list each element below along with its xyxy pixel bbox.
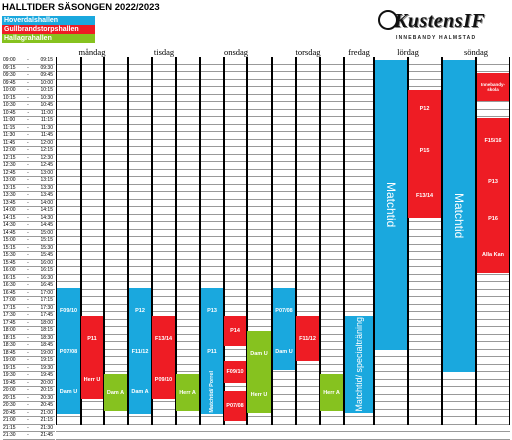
time-end: 12:45 [40,162,53,168]
time-start: 11:15 [3,124,16,131]
slot-mon-dam-u: Dam U [57,370,80,414]
time-start: 10:15 [3,94,16,101]
time-dash: - [27,207,29,213]
time-start: 16:30 [3,282,16,288]
time-row [3,57,55,65]
time-dash: - [27,184,29,191]
slot-sat-matchtid: Matchtid [375,60,407,350]
time-dash: - [27,109,30,116]
time-dash: - [27,102,29,108]
time-end: 09:30 [40,64,53,71]
time-start: 16:45 [3,289,16,296]
day-header-thursday: torsdag [295,47,321,57]
time-dash: - [27,394,29,401]
time-row [3,380,55,388]
club-logo [378,6,500,42]
time-end: 15:00 [40,229,53,236]
time-dash: - [27,379,29,386]
time-column [3,57,55,440]
time-dash: - [27,312,29,318]
time-start: 17:45 [3,319,16,326]
time-start: 19:45 [3,379,16,386]
time-row [3,185,55,193]
time-dash: - [27,199,29,206]
time-start: 17:15 [3,304,16,311]
time-end: 17:30 [40,304,53,311]
time-row [3,170,55,178]
time-dash: - [27,169,29,176]
time-end: 11:00 [40,109,53,116]
time-row [3,372,55,380]
time-row [3,222,55,230]
slot-sun-p16: P16 [477,200,509,237]
time-row [3,275,55,283]
time-dash: - [27,154,29,161]
time-start: 14:00 [3,207,16,213]
slot-tue-f1112: F11/12 [129,333,151,370]
time-row [3,252,55,260]
slot-sun-matchtid: Matchtid [443,60,475,372]
slot-wed-herr-u: Herr U [247,376,271,413]
time-row [3,260,55,268]
slot-sun-p13: P13 [477,163,509,200]
time-row [3,312,55,320]
time-row [3,305,55,313]
time-dash: - [27,244,29,251]
time-end: 19:45 [40,372,53,378]
time-start: 12:00 [3,147,16,153]
time-row [3,95,55,103]
time-end: 20:30 [40,394,53,401]
time-end: 18:00 [40,319,53,326]
slot-tue-p12: P12 [129,288,151,333]
slot-mon-p11: P11 [81,316,103,361]
time-dash: - [27,237,29,243]
slot-wed-dam-u: Dam U [247,331,271,376]
time-start: 11:45 [3,139,16,146]
slot-thu-herr-a: Herr A [320,374,343,411]
slot-thu-p0708: P07/08 [273,288,295,333]
time-end: 21:30 [40,424,53,431]
slot-sat-p12: P12 [408,90,441,128]
time-row [3,132,55,140]
time-start: 13:15 [3,184,16,191]
time-start: 14:30 [3,222,16,228]
day-header-tuesday: tisdag [153,47,175,57]
time-end: 17:00 [40,289,53,296]
grid-row-line [56,439,510,440]
time-end: 09:45 [40,72,53,78]
time-start: 11:30 [3,132,16,138]
time-end: 16:15 [40,267,53,273]
time-dash: - [27,432,29,438]
time-start: 18:30 [3,342,16,348]
time-end: 12:30 [40,154,53,161]
time-start: 17:00 [3,297,16,303]
time-start: 21:30 [3,432,16,438]
time-dash: - [27,252,29,258]
time-end: 21:00 [40,409,53,416]
time-start: 15:30 [3,252,16,258]
time-start: 16:15 [3,274,16,281]
time-dash: - [27,289,29,296]
day-header-saturday: lördag [397,47,419,57]
time-row [3,117,55,125]
time-row [3,215,55,223]
time-end: 20:00 [40,379,53,386]
legend-gullbrandstorpshallen: Gullbrandstorpshallen [2,25,95,34]
time-start: 10:45 [3,109,16,116]
time-start: 19:15 [3,364,16,371]
time-end: 15:45 [40,252,53,258]
time-dash: - [26,139,29,146]
time-row [3,297,55,305]
slot-tue-dam-a: Dam A [129,370,151,414]
slot-wed-matchtid: Matchtid/ Porrel [201,370,223,414]
time-row [3,155,55,163]
time-end: 18:45 [40,342,53,348]
time-row [3,87,55,95]
time-end: 14:45 [40,222,53,228]
time-dash: - [27,417,29,423]
time-end: 17:15 [40,297,53,303]
slot-tue-f1314: F13/14 [152,316,175,361]
day-header-friday: fredag [348,47,370,57]
time-row [3,282,55,290]
time-end: 13:45 [40,192,53,198]
time-dash: - [27,147,29,153]
slot-wed-p14: P14 [224,316,246,346]
time-row [3,65,55,73]
time-dash: - [27,132,29,138]
time-end: 14:00 [40,199,53,206]
time-row [3,125,55,133]
time-dash: - [27,124,29,131]
time-dash: - [27,402,29,408]
time-start: 19:30 [3,372,16,378]
slot-wed-f0910: F09/10 [224,361,246,383]
time-start: 15:00 [3,237,16,243]
time-end: 11:15 [40,117,53,123]
day-header-sunday: söndag [463,47,489,57]
time-dash: - [27,274,29,281]
time-end: 21:45 [40,432,53,438]
slot-sat-p15: P15 [408,128,441,173]
grid-col [176,57,200,425]
time-row [3,425,55,433]
time-dash: - [27,327,29,333]
time-dash: - [27,64,29,71]
time-row [3,72,55,80]
time-end: 16:00 [40,259,53,266]
time-dash: - [27,364,29,371]
time-row [3,365,55,373]
time-row [3,290,55,298]
slot-wed-p11: P11 [201,333,223,370]
time-start: 09:00 [3,57,16,63]
slot-wed-p13: P13 [201,288,223,333]
time-start: 13:45 [3,199,16,206]
time-start: 14:45 [3,229,16,236]
time-row [3,245,55,253]
time-row [3,162,55,170]
time-start: 19:00 [3,357,16,363]
time-start: 09:15 [3,64,16,71]
time-end: 20:15 [40,387,53,393]
time-row [3,230,55,238]
time-start: 12:30 [3,162,16,168]
time-row [3,395,55,403]
time-dash: - [27,72,29,78]
grid-col [320,57,344,425]
logo-name: KustensIF [394,10,486,32]
time-dash: - [27,282,29,288]
time-row [3,147,55,155]
time-dash: - [27,424,29,431]
time-dash: - [27,259,29,266]
time-start: 18:45 [3,349,16,356]
time-dash: - [27,409,29,416]
time-end: 10:30 [40,94,53,101]
time-row [3,102,55,110]
time-row [3,410,55,418]
time-end: 19:15 [40,357,53,363]
time-row [3,342,55,350]
time-start: 10:00 [3,87,16,93]
time-start: 13:00 [3,177,16,183]
time-end: 15:15 [40,237,53,243]
time-end: 16:45 [40,282,53,288]
time-start: 20:00 [3,387,16,393]
time-row [3,402,55,410]
slot-wed-p0708: P07/08 [224,391,246,421]
slot-sun-alla-kan: Alla Kan [477,237,509,273]
time-end: 21:15 [40,417,53,423]
time-row [3,432,55,440]
time-start: 12:15 [3,154,16,161]
time-start: 12:45 [3,169,16,176]
time-end: 17:45 [40,312,53,318]
time-dash: - [27,214,29,221]
time-dash: - [27,349,29,356]
time-end: 15:30 [40,244,53,251]
time-row [3,327,55,335]
grid-row-line [56,431,510,432]
time-row [3,140,55,148]
legend-hoverdalshallen: Hoverdalshallen [2,16,95,25]
legend-hallagrahallen: Hallagrahallen [2,34,95,43]
time-dash: - [27,57,29,63]
time-start: 10:30 [3,102,16,108]
day-header-wednesday: onsdag [223,47,249,57]
time-end: 10:15 [40,87,53,93]
time-end: 11:30 [40,124,53,131]
time-dash: - [27,372,29,378]
time-dash: - [27,177,29,183]
slot-sun-f1516: F15/16 [477,118,509,163]
time-end: 16:30 [40,274,53,281]
time-row [3,350,55,358]
time-start: 21:15 [3,424,16,431]
slot-fri-matchtid: Matchtid/ specialträning [345,316,373,413]
time-dash: - [27,192,29,198]
time-dash: - [27,334,29,341]
time-row [3,110,55,118]
time-end: 19:30 [40,364,53,371]
slot-tue-herr-a: Herr A [176,374,199,411]
time-dash: - [27,304,29,311]
time-end: 18:15 [40,327,53,333]
time-end: 12:15 [40,147,53,153]
time-start: 09:45 [3,79,16,86]
slot-thu-f1112: F11/12 [296,316,319,361]
slot-sun-innebandyskola: Innebandy-skola [477,73,509,101]
time-dash: - [27,342,29,348]
time-start: 14:15 [3,214,16,221]
time-end: 09:15 [40,57,53,63]
time-end: 14:30 [40,214,53,221]
time-start: 15:15 [3,244,16,251]
time-dash: - [27,297,29,303]
time-end: 18:30 [40,334,53,341]
time-end: 19:00 [40,349,53,356]
slot-thu-dam-u: Dam U [273,333,295,370]
time-start: 20:30 [3,402,16,408]
time-dash: - [27,357,29,363]
time-row [3,200,55,208]
slot-mon-f0910: F09/10 [57,288,80,333]
time-end: 13:15 [40,177,53,183]
day-header-monday: måndag [78,47,106,57]
time-end: 13:30 [40,184,53,191]
time-dash: - [27,387,29,393]
time-dash: - [27,117,29,123]
time-start: 16:00 [3,267,16,273]
grid-col [104,57,128,425]
time-start: 09:30 [3,72,16,78]
time-dash: - [27,94,29,101]
time-end: 12:00 [40,139,53,146]
time-end: 13:00 [40,169,53,176]
time-start: 21:00 [3,417,16,423]
time-row [3,335,55,343]
time-end: 14:15 [40,207,53,213]
slot-tue-p0910: P09/10 [152,361,175,399]
time-row [3,80,55,88]
time-dash: - [27,319,29,326]
time-start: 20:15 [3,394,16,401]
time-end: 10:45 [40,102,53,108]
time-row [3,237,55,245]
time-dash: - [27,79,29,86]
time-start: 18:00 [3,327,16,333]
time-row [3,387,55,395]
time-row [3,267,55,275]
time-dash: - [27,267,29,273]
page-title: HALLTIDER SÄSONGEN 2022/2023 [2,2,160,13]
time-row [3,192,55,200]
time-start: 13:30 [3,192,16,198]
time-dash: - [27,229,29,236]
time-end: 20:45 [40,402,53,408]
time-row [3,207,55,215]
time-row [3,417,55,425]
time-row [3,320,55,328]
time-start: 11:00 [3,117,16,123]
time-row [3,357,55,365]
time-start: 17:30 [3,312,16,318]
slot-mon-dam-a: Dam A [104,374,127,411]
slot-mon-herr-u: Herr U [81,361,103,399]
time-end: 10:00 [40,79,53,86]
time-start: 15:45 [3,259,16,266]
slot-mon-p0708: P07/08 [57,333,80,370]
time-dash: - [27,222,29,228]
time-start: 18:15 [3,334,16,341]
time-dash: - [27,87,29,93]
time-start: 20:45 [3,409,16,416]
time-dash: - [27,162,29,168]
grid-col [296,57,320,425]
time-row [3,177,55,185]
slot-sat-f1314: F13/14 [408,173,441,218]
logo-subtitle: INNEBANDY HALMSTAD [396,35,477,41]
time-end: 11:45 [40,132,53,138]
